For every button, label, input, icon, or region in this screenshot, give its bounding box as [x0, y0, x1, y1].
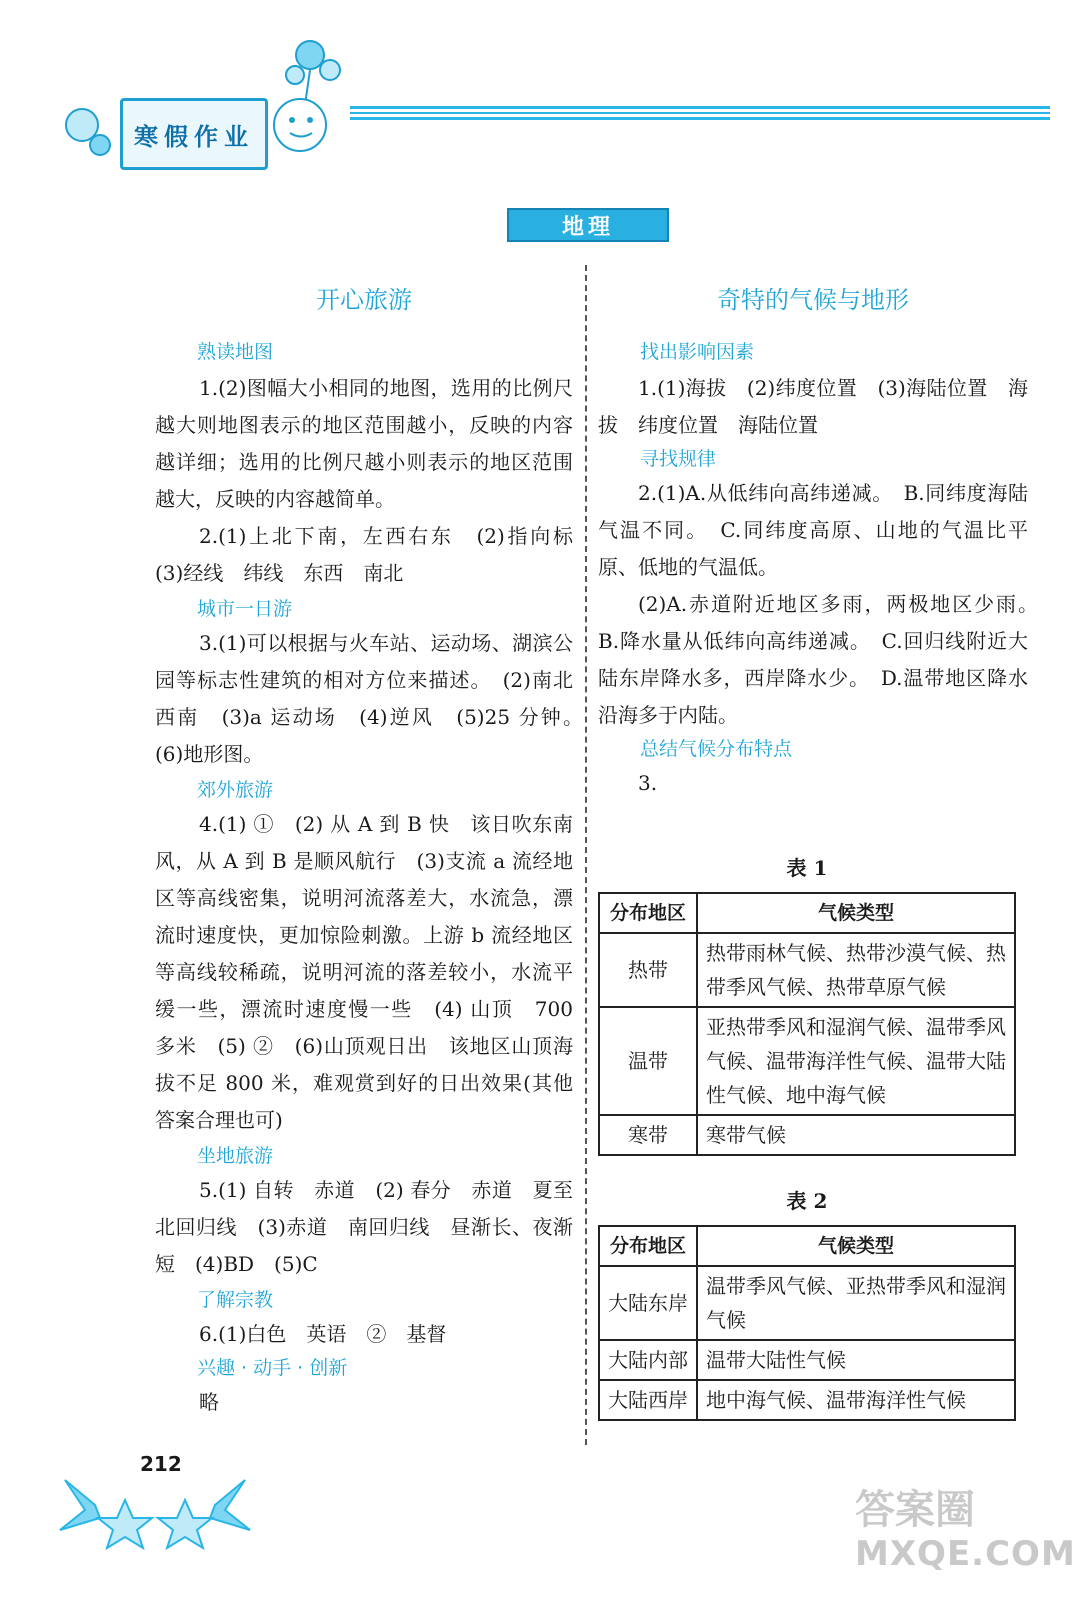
answer-paragraph: 2.(1)A.从低纬向高纬递减。 B.同纬度海陆气温不同。 C.同纬度高原、山地的气温比平原、低地的气温低。: [598, 481, 1028, 579]
table-cell: 寒带: [599, 1115, 697, 1155]
section-heading: 兴趣 · 动手 · 创新: [197, 1357, 348, 1379]
table-row: [599, 1007, 1015, 1115]
answer-paragraph: 1.(2)图幅大小相同的地图，选用的比例尺越大则地图表示的地区范围越小，反映的内容越详细；选用的比例尺越小则表示的地区范围越大，反映的内容越简单。: [155, 376, 573, 511]
watermark-logo-text: 答案圈: [855, 1487, 975, 1533]
section-heading: 城市一日游: [197, 598, 293, 620]
climate-table-1: [598, 892, 1016, 1156]
table-cell: 地中海气候、温带海洋性气候: [697, 1380, 1015, 1420]
table-row: [599, 1115, 1015, 1155]
section-heading: 寻找规律: [640, 448, 717, 470]
table1-caption: 表 1: [786, 856, 828, 880]
table-cell: 温带大陆性气候: [697, 1340, 1015, 1380]
answer-paragraph: 3.: [638, 771, 658, 795]
header-rule: [350, 106, 1050, 120]
table2-caption: 表 2: [786, 1189, 828, 1213]
answer-paragraph: 5.(1) 自转 赤道 (2) 春分 赤道 夏至 北回归线 (3)赤道 南回归线 昼渐长、夜渐短 (4)BD (5)C: [155, 1178, 593, 1276]
table-header: 气候类型: [697, 1226, 1015, 1266]
answer-paragraph: 1.(1)海拔 (2)纬度位置 (3)海陆位置 海拔 纬度位置 海陆位置: [598, 376, 1028, 437]
table-cell: 大陆西岸: [599, 1380, 697, 1420]
section-heading: 了解宗教: [197, 1289, 274, 1311]
watermark-site: MXQE.COM: [855, 1534, 1076, 1574]
series-title: 寒假作业: [120, 98, 268, 170]
left-column-title: 开心旅游: [316, 286, 412, 314]
table-cell: 温带: [599, 1007, 697, 1115]
table-header: 分布地区: [599, 1226, 697, 1266]
section-heading: 总结气候分布特点: [640, 738, 793, 760]
section-heading: 找出影响因素: [640, 341, 755, 363]
section-heading: 郊外旅游: [197, 779, 274, 801]
answer-paragraph: 2.(1)上北下南，左西右东 (2)指向标 (3)经线 纬线 东西 南北: [155, 524, 593, 585]
table-cell: 热带雨林气候、热带沙漠气候、热带季风气候、热带草原气候: [697, 933, 1015, 1007]
table-row: [599, 1380, 1015, 1420]
table-cell: 亚热带季风和湿润气候、温带季风气候、温带海洋性气候、温带大陆性气候、地中海气候: [697, 1007, 1015, 1115]
right-column-title: 奇特的气候与地形: [717, 286, 909, 314]
answer-paragraph: 略: [199, 1390, 219, 1414]
right-column: [598, 280, 1048, 802]
page-number: 212: [140, 1452, 182, 1476]
table-row: [599, 933, 1015, 1007]
climate-table-2: [598, 1225, 1016, 1421]
answer-paragraph: 6.(1)白色 英语 ② 基督: [199, 1322, 447, 1346]
table-header: 分布地区: [599, 893, 697, 933]
table-row: [599, 1340, 1015, 1380]
answer-paragraph: 3.(1)可以根据与火车站、运动场、湖滨公园等标志性建筑的相对方位来描述。 (2)南北 西南 (3)a 运动场 (4)逆风 (5)25 分钟。 (6)地形图。: [155, 631, 593, 766]
section-heading: 熟读地图: [197, 341, 274, 363]
subject-badge: 地理: [507, 208, 669, 242]
table-header: 气候类型: [697, 893, 1015, 933]
column-divider: [585, 265, 587, 1445]
table-cell: 热带: [599, 933, 697, 1007]
answer-paragraph: 4.(1) ① (2) 从 A 到 B 快 该日吹东南风，从 A 到 B 是顺风航行 (3)支流 a 流经地区等高线密集，说明河流落差大，水流急，漂流时速度快，更加惊险刺激。上游 b 流经地区等高线较稀疏，说明河流的落差较小，水流平缓一些，漂流时速度慢一些 (4) 山顶 700 多米 (5) ② (6)山顶观日出 该地区山顶海拔不足 800 米，难观赏到好的日出效果(其他答案合理也可): [155, 812, 573, 1132]
answer-paragraph: (2)A.赤道附近地区多雨，两极地区少雨。 B.降水量从低纬向高纬递减。 C.回归线附近大陆东岸降水多，西岸降水少。 D.温带地区降水沿海多于内陆。: [598, 592, 1048, 727]
table-row: [599, 1266, 1015, 1340]
section-heading: 坐地旅游: [197, 1145, 274, 1167]
watermark: [855, 1488, 1076, 1576]
table-cell: 大陆内部: [599, 1340, 697, 1380]
left-column: [155, 280, 593, 1421]
table-cell: 大陆东岸: [599, 1266, 697, 1340]
table-cell: 温带季风气候、亚热带季风和湿润气候: [697, 1266, 1015, 1340]
table-cell: 寒带气候: [697, 1115, 1015, 1155]
